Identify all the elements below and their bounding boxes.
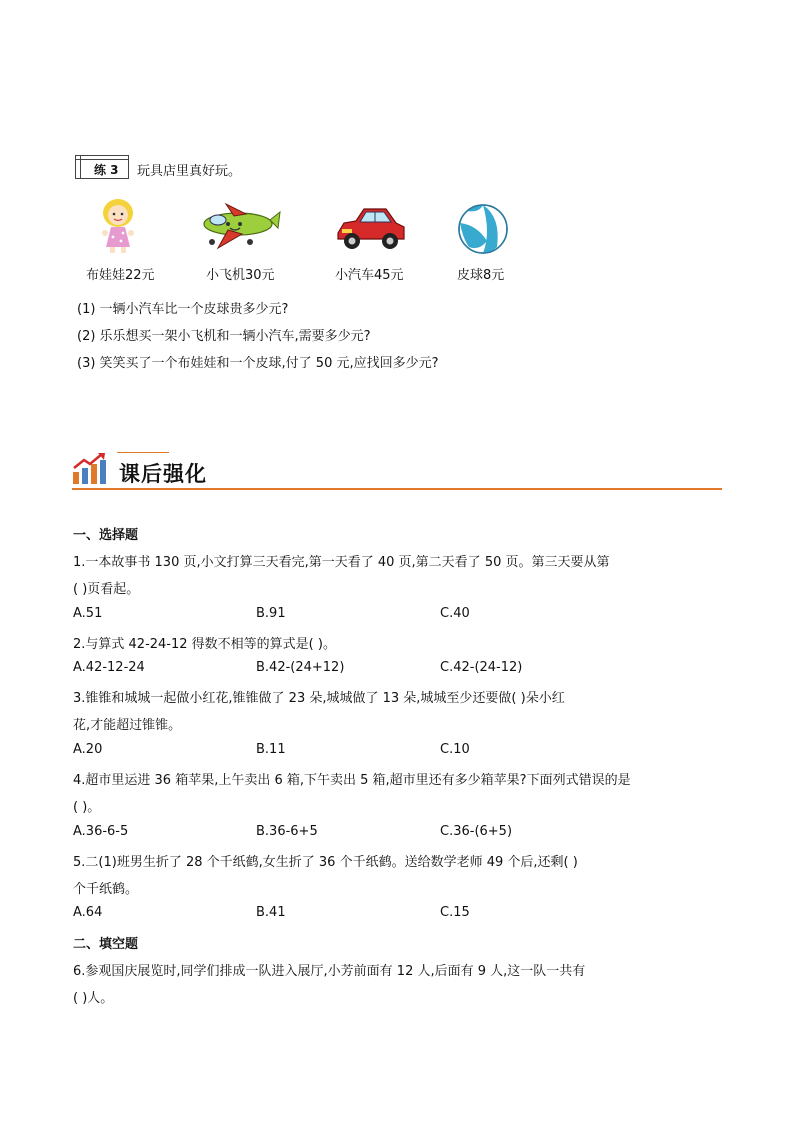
q2-line-1: 2.与算式 42-24-12 得数不相等的算式是( )。 [73,637,336,652]
q1-option-c: C.40 [440,606,470,621]
q1-line-2: ( )页看起。 [73,582,140,597]
section-divider [72,488,722,490]
q4-line-1: 4.超市里运进 36 箱苹果,上午卖出 6 箱,下午卖出 5 箱,超市里还有多少箱苹果?下面列式错误的是 [73,773,631,788]
q2-option-c: C.42-(24-12) [440,660,523,675]
toy-label-car: 小汽车45元 [335,268,404,283]
q3-option-a: A.20 [73,742,103,757]
toy-label-doll: 布娃娃22元 [86,268,155,283]
q3-line-2: 花,才能超过锥锥。 [73,718,182,733]
q4-option-c: C.36-(6+5) [440,824,513,839]
q5-option-b: B.41 [256,905,286,920]
q6-line-2: ( )人。 [73,991,114,1006]
airplane-icon [198,202,282,254]
ball-icon [457,203,509,259]
q1-line-1: 1.一本故事书 130 页,小文打算三天看完,第一天看了 40 页,第二天看了 50 页。第三天要从第 [73,555,610,570]
q5-option-c: C.15 [440,905,470,920]
toy-label-ball: 皮球8元 [457,268,505,283]
part2-heading: 二、填空题 [73,937,139,952]
q4-option-b: B.36-6+5 [256,824,318,839]
q2-option-a: A.42-12-24 [73,660,145,675]
q4-option-a: A.36-6-5 [73,824,129,839]
practice-question-2: (2) 乐乐想买一架小飞机和一辆小汽车,需要多少元? [77,329,371,344]
practice-question-3: (3) 笑笑买了一个布娃娃和一个皮球,付了 50 元,应找回多少元? [77,356,439,371]
q3-line-1: 3.锥锥和城城一起做小红花,锥锥做了 23 朵,城城做了 13 朵,城城至少还要做( )朵小红 [73,691,565,706]
practice-badge-label: 练 3 [94,163,119,177]
q1-option-b: B.91 [256,606,286,621]
practice-title: 玩具店里真好玩。 [137,164,242,179]
toy-label-airplane: 小飞机30元 [206,268,275,283]
section-top-rule [117,452,169,453]
q5-option-a: A.64 [73,905,103,920]
q5-line-1: 5.二(1)班男生折了 28 个千纸鹤,女生折了 36 个千纸鹤。送给数学老师 49 个后,还剩( ) [73,855,578,870]
q6-line-1: 6.参观国庆展览时,同学们排成一队进入展厅,小芳前面有 12 人,后面有 9 人,这一队一共有 [73,964,586,979]
growth-chart-icon [72,452,108,490]
q1-option-a: A.51 [73,606,103,621]
practice-question-1: (1) 一辆小汽车比一个皮球贵多少元? [77,302,289,317]
section-title: 课后强化 [119,462,207,486]
q4-line-2: ( )。 [73,800,101,815]
part1-heading: 一、选择题 [73,528,139,543]
car-icon [334,203,408,255]
practice-badge [75,155,129,179]
doll-icon [93,197,143,259]
q2-option-b: B.42-(24+12) [256,660,345,675]
q3-option-b: B.11 [256,742,286,757]
q3-option-c: C.10 [440,742,470,757]
q5-line-2: 个千纸鹤。 [73,882,139,897]
